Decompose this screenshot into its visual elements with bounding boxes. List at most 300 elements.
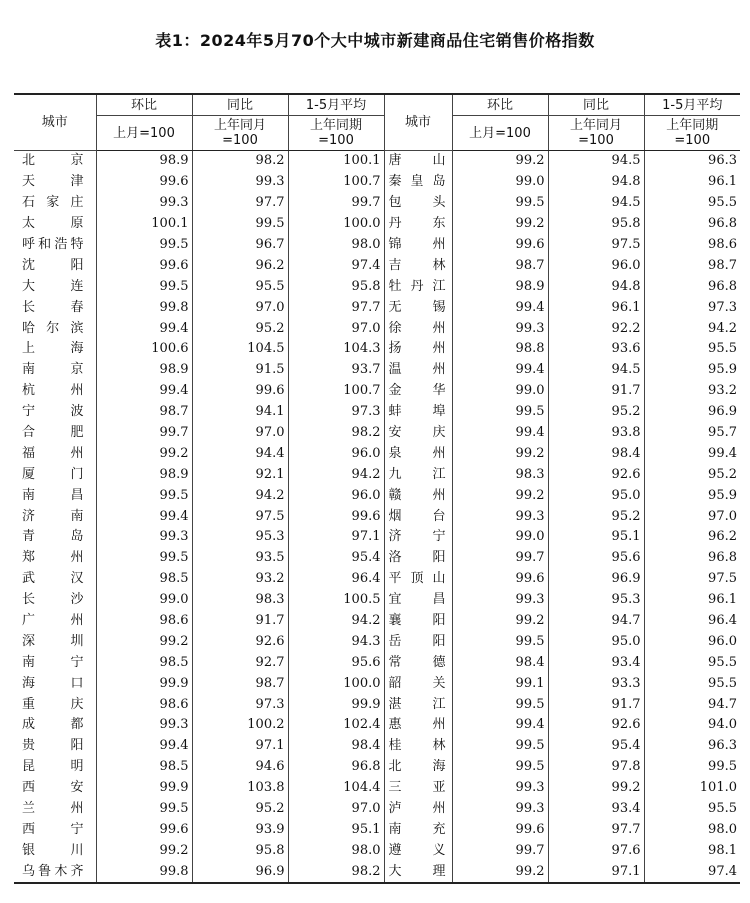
table-row — [14, 381, 740, 402]
yoy-value-right: 95.2 — [548, 402, 644, 423]
city-name-right: 宜昌 — [384, 590, 452, 611]
mom-value: 98.7 — [96, 402, 192, 423]
mom-value: 99.3 — [96, 527, 192, 548]
avg-value-right: 94.2 — [644, 318, 740, 339]
avg-value: 95.8 — [288, 276, 384, 297]
mom-column-header: 环比 — [96, 94, 192, 116]
avg-base-label-right: 上年同期 =100 — [644, 116, 740, 151]
yoy-value: 94.1 — [192, 402, 288, 423]
city-name-right: 锦州 — [384, 235, 452, 256]
mom-value-right: 99.5 — [452, 193, 548, 214]
yoy-value: 96.2 — [192, 255, 288, 276]
yoy-value-right: 95.0 — [548, 631, 644, 652]
table-title: 表1：2024年5月70个大中城市新建商品住宅销售价格指数 — [155, 31, 595, 50]
mom-value-right: 99.5 — [452, 694, 548, 715]
city-name-right: 金华 — [384, 381, 452, 402]
table-row — [14, 443, 740, 464]
avg-value-right: 96.1 — [644, 172, 740, 193]
yoy-value-right: 99.2 — [548, 778, 644, 799]
table-row — [14, 485, 740, 506]
yoy-value: 94.6 — [192, 757, 288, 778]
mom-value: 98.6 — [96, 611, 192, 632]
yoy-value: 93.9 — [192, 820, 288, 841]
mom-value-right: 99.4 — [452, 297, 548, 318]
yoy-value-right: 96.9 — [548, 569, 644, 590]
mom-value-right: 99.7 — [452, 840, 548, 861]
yoy-value-right: 94.5 — [548, 151, 644, 172]
city-name: 兰州 — [22, 801, 84, 817]
table-row — [14, 172, 740, 193]
yoy-value: 97.0 — [192, 297, 288, 318]
mom-value-right: 99.1 — [452, 673, 548, 694]
city-name: 银川 — [22, 842, 84, 858]
avg-value: 97.0 — [288, 799, 384, 820]
table-row — [14, 631, 740, 652]
mom-value: 99.2 — [96, 443, 192, 464]
mom-value-right: 98.7 — [452, 255, 548, 276]
yoy-value-right: 95.0 — [548, 485, 644, 506]
mom-value-right: 99.2 — [452, 443, 548, 464]
yoy-value: 97.1 — [192, 736, 288, 757]
table-row — [14, 757, 740, 778]
yoy-value-right: 97.5 — [548, 235, 644, 256]
yoy-base-label-right: 上年同月 =100 — [548, 116, 644, 151]
yoy-value-right: 95.4 — [548, 736, 644, 757]
mom-value: 99.4 — [96, 381, 192, 402]
table-body — [14, 151, 740, 884]
yoy-value: 93.5 — [192, 548, 288, 569]
avg-value: 98.2 — [288, 423, 384, 444]
city-name-right: 温州 — [384, 360, 452, 381]
avg-value-right: 96.0 — [644, 631, 740, 652]
city-name: 哈尔滨 — [22, 320, 84, 336]
city-name-right: 唐山 — [384, 151, 452, 172]
mom-value-right: 99.0 — [452, 527, 548, 548]
table-row — [14, 339, 740, 360]
city-name: 济南 — [22, 508, 84, 524]
city-name: 乌鲁木齐 — [14, 861, 96, 883]
mom-value: 98.5 — [96, 652, 192, 673]
avg-value-right: 96.3 — [644, 736, 740, 757]
mom-value: 98.5 — [96, 569, 192, 590]
yoy-value-right: 94.8 — [548, 172, 644, 193]
city-name: 厦门 — [22, 466, 84, 482]
table-row — [14, 464, 740, 485]
mom-value: 99.5 — [96, 276, 192, 297]
table-row — [14, 840, 740, 861]
yoy-value-right: 93.4 — [548, 799, 644, 820]
city-column-header-right: 城市 — [384, 94, 452, 151]
yoy-value: 99.3 — [192, 172, 288, 193]
avg-value-right: 93.2 — [644, 381, 740, 402]
mom-value: 100.1 — [96, 214, 192, 235]
city-name-right: 惠州 — [384, 715, 452, 736]
city-name: 福州 — [22, 445, 84, 461]
city-name: 沈阳 — [22, 257, 84, 273]
city-name-right: 常德 — [384, 652, 452, 673]
city-name: 南宁 — [22, 654, 84, 670]
city-name: 广州 — [22, 613, 84, 629]
city-name-right: 平顶山 — [384, 569, 452, 590]
city-name-right: 烟台 — [384, 506, 452, 527]
table-row — [14, 820, 740, 841]
city-name-right: 遵义 — [384, 840, 452, 861]
city-name-right: 蚌埠 — [384, 402, 452, 423]
table-row — [14, 736, 740, 757]
yoy-value: 93.2 — [192, 569, 288, 590]
mom-value-right: 99.2 — [452, 214, 548, 235]
yoy-value: 92.6 — [192, 631, 288, 652]
city-name-right: 秦皇岛 — [384, 172, 452, 193]
yoy-value-right: 95.6 — [548, 548, 644, 569]
yoy-column-header-right: 同比 — [548, 94, 644, 116]
avg-value-right: 97.0 — [644, 506, 740, 527]
mom-value-right: 98.8 — [452, 339, 548, 360]
avg-value: 100.5 — [288, 590, 384, 611]
avg-value-right: 98.1 — [644, 840, 740, 861]
yoy-value: 97.7 — [192, 193, 288, 214]
yoy-value-right: 94.5 — [548, 193, 644, 214]
yoy-value: 91.5 — [192, 360, 288, 381]
avg-value: 98.0 — [288, 840, 384, 861]
city-name-right: 九江 — [384, 464, 452, 485]
city-name: 杭州 — [22, 383, 84, 399]
city-name: 昆明 — [22, 759, 84, 775]
avg-base-label: 上年同期 =100 — [288, 116, 384, 151]
city-name: 重庆 — [22, 696, 84, 712]
avg-value: 98.4 — [288, 736, 384, 757]
yoy-value: 95.3 — [192, 527, 288, 548]
yoy-value: 98.2 — [192, 151, 288, 172]
mom-value: 99.5 — [96, 799, 192, 820]
table-row — [14, 527, 740, 548]
table-row — [14, 214, 740, 235]
avg-value-right: 99.5 — [644, 757, 740, 778]
mom-value: 98.6 — [96, 694, 192, 715]
yoy-value-right: 92.6 — [548, 715, 644, 736]
city-name-right: 襄阳 — [384, 611, 452, 632]
yoy-value-right: 93.8 — [548, 423, 644, 444]
avg-value: 97.7 — [288, 297, 384, 318]
mom-value-right: 98.3 — [452, 464, 548, 485]
city-name: 天津 — [22, 174, 84, 190]
avg-value: 100.7 — [288, 172, 384, 193]
avg-value: 102.4 — [288, 715, 384, 736]
yoy-value: 99.6 — [192, 381, 288, 402]
yoy-value: 95.2 — [192, 318, 288, 339]
avg-value-right: 94.0 — [644, 715, 740, 736]
mom-value-right: 99.4 — [452, 715, 548, 736]
avg-value-right: 95.5 — [644, 339, 740, 360]
yoy-value: 95.5 — [192, 276, 288, 297]
yoy-base-label: 上年同月 =100 — [192, 116, 288, 151]
mom-value: 100.6 — [96, 339, 192, 360]
city-name-right: 牡丹江 — [384, 276, 452, 297]
avg-value: 96.8 — [288, 757, 384, 778]
mom-value: 99.4 — [96, 506, 192, 527]
mom-base-label-right: 上月=100 — [452, 116, 548, 151]
table-header — [14, 94, 740, 151]
mom-value-right: 99.3 — [452, 318, 548, 339]
city-name: 宁波 — [22, 404, 84, 420]
avg-value-right: 96.8 — [644, 548, 740, 569]
avg-value-right: 95.7 — [644, 423, 740, 444]
avg-value: 95.1 — [288, 820, 384, 841]
avg-value-right: 96.1 — [644, 590, 740, 611]
table-row — [14, 235, 740, 256]
mom-value-right: 99.4 — [452, 423, 548, 444]
avg-value: 96.4 — [288, 569, 384, 590]
mom-value-right: 99.3 — [452, 799, 548, 820]
mom-value-right: 98.4 — [452, 652, 548, 673]
yoy-value: 91.7 — [192, 611, 288, 632]
table-row — [14, 715, 740, 736]
avg-value-right: 97.3 — [644, 297, 740, 318]
city-name: 长春 — [22, 299, 84, 315]
avg-value: 93.7 — [288, 360, 384, 381]
table-row — [14, 255, 740, 276]
city-name: 海口 — [22, 675, 84, 691]
yoy-value: 100.2 — [192, 715, 288, 736]
mom-value-right: 99.4 — [452, 360, 548, 381]
yoy-value: 95.2 — [192, 799, 288, 820]
mom-value: 99.6 — [96, 820, 192, 841]
avg-value: 97.1 — [288, 527, 384, 548]
city-name-right: 韶关 — [384, 673, 452, 694]
city-name-right: 包头 — [384, 193, 452, 214]
city-name-right: 岳阳 — [384, 631, 452, 652]
yoy-value-right: 97.6 — [548, 840, 644, 861]
city-name: 成都 — [22, 717, 84, 733]
avg-value-right: 96.2 — [644, 527, 740, 548]
yoy-value-right: 93.3 — [548, 673, 644, 694]
table-row — [14, 548, 740, 569]
city-name-right: 丹东 — [384, 214, 452, 235]
city-name-right: 洛阳 — [384, 548, 452, 569]
yoy-value-right: 94.8 — [548, 276, 644, 297]
mom-base-label: 上月=100 — [96, 116, 192, 151]
yoy-value-right: 94.5 — [548, 360, 644, 381]
avg-value-right: 96.8 — [644, 276, 740, 297]
city-name-right: 湛江 — [384, 694, 452, 715]
city-name-right: 泉州 — [384, 443, 452, 464]
yoy-value-right: 93.6 — [548, 339, 644, 360]
mom-value: 99.4 — [96, 736, 192, 757]
yoy-value-right: 94.7 — [548, 611, 644, 632]
mom-value-right: 99.2 — [452, 611, 548, 632]
city-name-right: 扬州 — [384, 339, 452, 360]
mom-value-right: 99.0 — [452, 172, 548, 193]
table-row — [14, 276, 740, 297]
yoy-value-right: 97.8 — [548, 757, 644, 778]
mom-value-right: 99.3 — [452, 590, 548, 611]
city-name-right: 济宁 — [384, 527, 452, 548]
yoy-value-right: 97.1 — [548, 861, 644, 883]
avg-value: 104.4 — [288, 778, 384, 799]
price-index-table — [14, 93, 740, 884]
yoy-value: 98.7 — [192, 673, 288, 694]
avg-value: 95.4 — [288, 548, 384, 569]
avg-value-right: 95.5 — [644, 652, 740, 673]
city-name-right: 北海 — [384, 757, 452, 778]
avg-value-right: 96.8 — [644, 214, 740, 235]
table-row — [14, 506, 740, 527]
avg-value-right: 95.9 — [644, 485, 740, 506]
avg-value: 94.2 — [288, 611, 384, 632]
avg-value-right: 98.0 — [644, 820, 740, 841]
table-row — [14, 318, 740, 339]
table-row — [14, 652, 740, 673]
yoy-value-right: 96.0 — [548, 255, 644, 276]
yoy-value-right: 95.8 — [548, 214, 644, 235]
yoy-value: 95.8 — [192, 840, 288, 861]
table-row — [14, 297, 740, 318]
avg-value: 100.0 — [288, 214, 384, 235]
avg-column-header-right: 1-5月平均 — [644, 94, 740, 116]
mom-value: 99.6 — [96, 172, 192, 193]
city-name: 石家庄 — [22, 195, 84, 211]
table-row — [14, 611, 740, 632]
city-name: 青岛 — [22, 529, 84, 545]
city-name-right: 安庆 — [384, 423, 452, 444]
avg-value: 97.3 — [288, 402, 384, 423]
mom-value: 99.2 — [96, 631, 192, 652]
mom-value-right: 99.2 — [452, 151, 548, 172]
mom-value-right: 99.2 — [452, 485, 548, 506]
mom-value-right: 99.5 — [452, 402, 548, 423]
mom-value-right: 99.6 — [452, 569, 548, 590]
city-name: 北京 — [22, 153, 84, 169]
city-name: 郑州 — [22, 550, 84, 566]
table-row — [14, 402, 740, 423]
avg-value-right: 96.4 — [644, 611, 740, 632]
mom-value: 99.3 — [96, 193, 192, 214]
mom-value: 98.9 — [96, 464, 192, 485]
mom-value: 98.5 — [96, 757, 192, 778]
table-row — [14, 193, 740, 214]
avg-value-right: 98.6 — [644, 235, 740, 256]
yoy-value-right: 91.7 — [548, 694, 644, 715]
city-name: 贵阳 — [22, 738, 84, 754]
mom-value: 99.5 — [96, 485, 192, 506]
avg-value: 98.0 — [288, 235, 384, 256]
mom-value: 99.9 — [96, 778, 192, 799]
avg-value-right: 99.4 — [644, 443, 740, 464]
avg-value: 98.2 — [288, 861, 384, 883]
avg-value-right: 94.7 — [644, 694, 740, 715]
mom-value: 99.8 — [96, 861, 192, 883]
avg-value-right: 95.5 — [644, 673, 740, 694]
city-name-right: 赣州 — [384, 485, 452, 506]
city-name-right: 桂林 — [384, 736, 452, 757]
yoy-value: 103.8 — [192, 778, 288, 799]
mom-value-right: 99.5 — [452, 631, 548, 652]
mom-value: 99.2 — [96, 840, 192, 861]
city-name-right: 三亚 — [384, 778, 452, 799]
yoy-value: 92.1 — [192, 464, 288, 485]
city-name: 西宁 — [22, 821, 84, 837]
yoy-value-right: 98.4 — [548, 443, 644, 464]
yoy-value: 97.5 — [192, 506, 288, 527]
yoy-value-right: 93.4 — [548, 652, 644, 673]
avg-value-right: 95.5 — [644, 193, 740, 214]
avg-value: 99.6 — [288, 506, 384, 527]
yoy-value-right: 92.6 — [548, 464, 644, 485]
avg-value: 99.9 — [288, 694, 384, 715]
city-name-right: 南充 — [384, 820, 452, 841]
avg-value-right: 97.4 — [644, 861, 740, 883]
table-row — [14, 694, 740, 715]
avg-value: 100.7 — [288, 381, 384, 402]
yoy-value-right: 97.7 — [548, 820, 644, 841]
table-row — [14, 569, 740, 590]
mom-value-right: 98.9 — [452, 276, 548, 297]
avg-value-right: 95.5 — [644, 799, 740, 820]
mom-value: 99.4 — [96, 318, 192, 339]
mom-value: 99.8 — [96, 297, 192, 318]
mom-value-right: 99.0 — [452, 381, 548, 402]
mom-value: 99.6 — [96, 255, 192, 276]
avg-value-right: 97.5 — [644, 569, 740, 590]
mom-value-right: 99.3 — [452, 778, 548, 799]
city-name: 大连 — [22, 278, 84, 294]
avg-value: 104.3 — [288, 339, 384, 360]
table-row — [14, 778, 740, 799]
avg-value-right: 101.0 — [644, 778, 740, 799]
mom-value: 98.9 — [96, 360, 192, 381]
yoy-value: 97.3 — [192, 694, 288, 715]
table-row — [14, 151, 740, 172]
mom-value-right: 99.5 — [452, 757, 548, 778]
avg-value-right: 96.3 — [644, 151, 740, 172]
mom-column-header-right: 环比 — [452, 94, 548, 116]
city-name-right: 无锡 — [384, 297, 452, 318]
mom-value-right: 99.6 — [452, 235, 548, 256]
yoy-value-right: 96.1 — [548, 297, 644, 318]
mom-value-right: 99.2 — [452, 861, 548, 883]
city-name: 西安 — [22, 780, 84, 796]
avg-value: 94.2 — [288, 464, 384, 485]
mom-value: 98.9 — [96, 151, 192, 172]
table-row — [14, 673, 740, 694]
yoy-value: 94.2 — [192, 485, 288, 506]
avg-value: 97.0 — [288, 318, 384, 339]
yoy-value: 92.7 — [192, 652, 288, 673]
mom-value-right: 99.7 — [452, 548, 548, 569]
city-name: 太原 — [22, 216, 84, 232]
city-name: 南京 — [22, 362, 84, 378]
mom-value: 99.7 — [96, 423, 192, 444]
city-name: 南昌 — [22, 487, 84, 503]
city-column-header: 城市 — [14, 94, 96, 151]
mom-value: 99.0 — [96, 590, 192, 611]
yoy-column-header: 同比 — [192, 94, 288, 116]
city-name: 武汉 — [22, 571, 84, 587]
yoy-value: 96.9 — [192, 861, 288, 883]
avg-value-right: 96.9 — [644, 402, 740, 423]
yoy-value-right: 92.2 — [548, 318, 644, 339]
city-name: 呼和浩特 — [22, 237, 84, 252]
city-name-right: 徐州 — [384, 318, 452, 339]
avg-value: 96.0 — [288, 485, 384, 506]
avg-value-right: 95.2 — [644, 464, 740, 485]
yoy-value: 97.0 — [192, 423, 288, 444]
mom-value: 99.9 — [96, 673, 192, 694]
yoy-value: 98.3 — [192, 590, 288, 611]
city-name: 上海 — [22, 341, 84, 357]
table-row — [14, 799, 740, 820]
avg-value: 95.6 — [288, 652, 384, 673]
